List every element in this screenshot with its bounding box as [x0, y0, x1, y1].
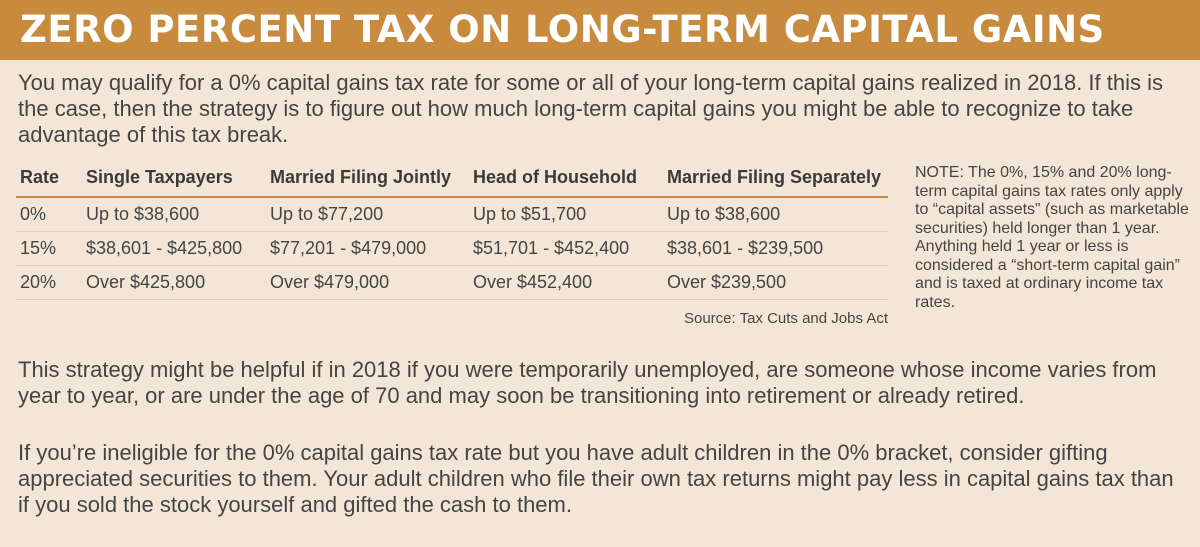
cell-married-jointly: Over $479,000 — [266, 266, 469, 300]
table-source: Source: Tax Cuts and Jobs Act — [683, 310, 888, 327]
cell-head-of-household: $51,701 - $452,400 — [469, 232, 663, 266]
cell-married-separately: $38,601 - $239,500 — [663, 232, 888, 266]
header-single: Single Taxpayers — [82, 164, 266, 197]
cell-married-separately: Over $239,500 — [663, 266, 888, 300]
cell-head-of-household: Over $452,400 — [469, 266, 663, 300]
cell-single: Over $425,800 — [82, 266, 266, 300]
table-row — [16, 232, 888, 266]
table-row — [16, 266, 888, 300]
header-married-jointly: Married Filing Jointly — [266, 164, 469, 197]
table-row — [16, 197, 888, 232]
page-title: ZERO PERCENT TAX ON LONG-TERM CAPITAL GAINS — [20, 8, 1105, 51]
cell-rate: 0% — [16, 197, 82, 232]
side-note: NOTE: The 0%, 15% and 20% long-term capital gains tax rates only apply to “capital assets” (such as marketable securities) held longer than 1 year. Anything held 1 year or less is considered a “short-term capital gain” and is taxed at ordinary income tax rates. — [915, 164, 1189, 311]
header-married-separately: Married Filing Separately — [663, 164, 888, 197]
title-banner — [0, 0, 1200, 60]
cell-single: Up to $38,600 — [82, 197, 266, 232]
cell-married-jointly: $77,201 - $479,000 — [266, 232, 469, 266]
header-rate: Rate — [16, 164, 82, 197]
cell-married-jointly: Up to $77,200 — [266, 197, 469, 232]
intro-paragraph: You may qualify for a 0% capital gains tax rate for some or all of your long-term capital gains realized in 2018. If this is the case, then the strategy is to figure out how much long-term capital gains you might be able to recognize to take advantage of this tax break. — [18, 70, 1163, 147]
table-header-row — [16, 164, 888, 197]
cell-single: $38,601 - $425,800 — [82, 232, 266, 266]
tax-rate-table — [16, 164, 888, 300]
cell-rate: 15% — [16, 232, 82, 266]
header-head-of-household: Head of Household — [469, 164, 663, 197]
cell-rate: 20% — [16, 266, 82, 300]
body-paragraph-1: This strategy might be helpful if in 2018 if you were temporarily unemployed, are someone whose income varies from year to year, or are under the age of 70 and may soon be transitioning into retirement or already retired. — [18, 357, 1157, 408]
cell-married-separately: Up to $38,600 — [663, 197, 888, 232]
body-paragraph-2: If you’re ineligible for the 0% capital gains tax rate but you have adult children in the 0% bracket, consider gifting appreciated securities to them. Your adult children who file their own tax returns might pay less in capital gains tax than if you sold the stock yourself and gifted the cash to them. — [18, 440, 1174, 517]
cell-head-of-household: Up to $51,700 — [469, 197, 663, 232]
